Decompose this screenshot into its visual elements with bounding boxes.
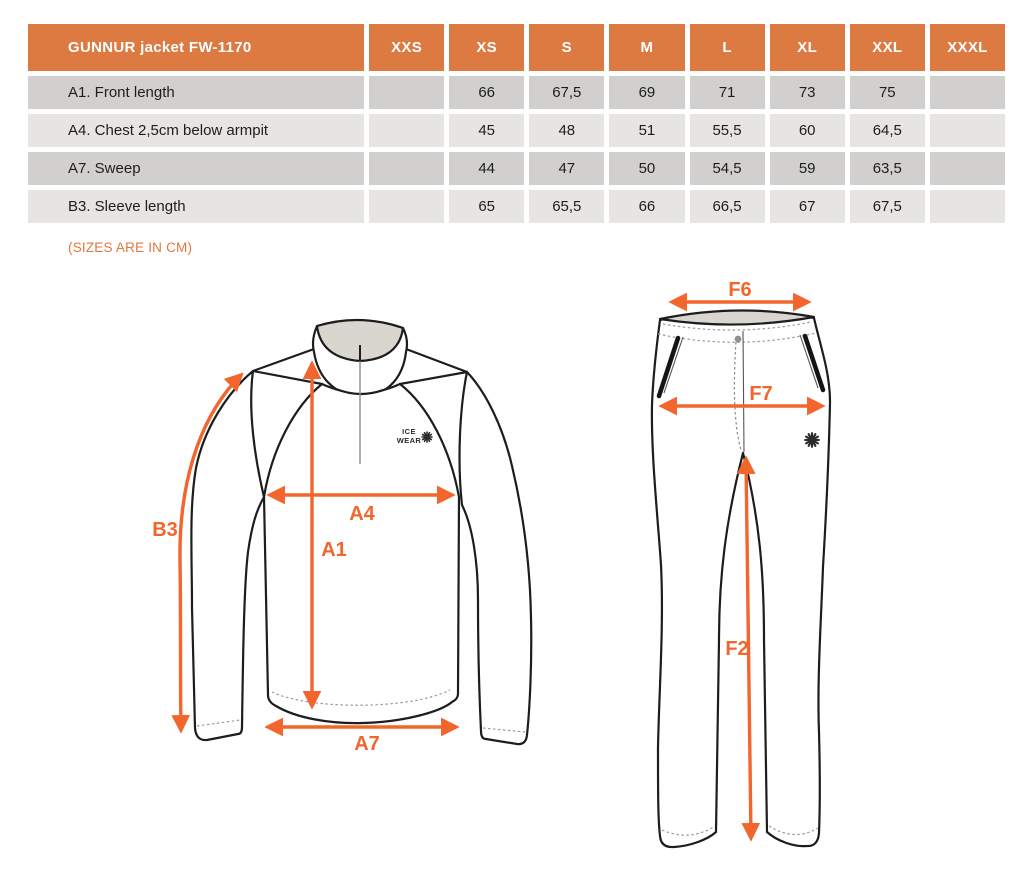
value-cell: 54,5: [690, 152, 765, 185]
dimension-label-f7: F7: [749, 383, 773, 405]
dimension-label-a7: A7: [354, 733, 380, 755]
value-cell: 44: [449, 152, 524, 185]
value-cell: 45: [449, 114, 524, 147]
row-label: A7. Sweep: [28, 152, 364, 185]
value-cell: 51: [609, 114, 684, 147]
column-header-l: L: [690, 24, 765, 71]
value-cell: 73: [770, 76, 845, 109]
icewear-logo-line2: WEAR: [396, 436, 422, 445]
row-label: A1. Front length: [28, 76, 364, 109]
value-cell: 65: [449, 190, 524, 223]
column-header-xxs: XXS: [369, 24, 444, 71]
value-cell: 66: [609, 190, 684, 223]
value-cell: 50: [609, 152, 684, 185]
value-cell: 65,5: [529, 190, 604, 223]
value-cell: [930, 190, 1005, 223]
pants-body: [652, 311, 830, 847]
value-cell: [369, 190, 444, 223]
column-header-xs: XS: [449, 24, 524, 71]
jacket-right-shoulder-seam: [400, 349, 467, 384]
table-title-cell: GUNNUR jacket FW-1170: [28, 24, 364, 71]
row-label: A4. Chest 2,5cm below armpit: [28, 114, 364, 147]
value-cell: [930, 76, 1005, 109]
value-cell: 63,5: [850, 152, 925, 185]
column-header-xxxl: XXXL: [930, 24, 1005, 71]
column-header-xl: XL: [770, 24, 845, 71]
dimension-label-a4: A4: [349, 503, 375, 525]
row-label: B3. Sleeve length: [28, 190, 364, 223]
value-cell: 67,5: [529, 76, 604, 109]
value-cell: 55,5: [690, 114, 765, 147]
value-cell: 67,5: [850, 190, 925, 223]
value-cell: [930, 152, 1005, 185]
sizes-note: (SIZES ARE IN CM): [68, 240, 193, 255]
icewear-logo-line1: ICE: [402, 427, 416, 436]
value-cell: [369, 114, 444, 147]
value-cell: 66,5: [690, 190, 765, 223]
size-table: [28, 24, 1005, 223]
value-cell: 47: [529, 152, 604, 185]
column-header-s: S: [529, 24, 604, 71]
value-cell: 67: [770, 190, 845, 223]
column-header-m: M: [609, 24, 684, 71]
dimension-label-f2: F2: [725, 638, 749, 660]
value-cell: 69: [609, 76, 684, 109]
dimension-label-b3: B3: [152, 519, 178, 541]
value-cell: 71: [690, 76, 765, 109]
value-cell: 48: [529, 114, 604, 147]
value-cell: 66: [449, 76, 524, 109]
value-cell: 59: [770, 152, 845, 185]
value-cell: [930, 114, 1005, 147]
waist-button: [735, 336, 742, 343]
jacket-right-sleeve: [460, 372, 532, 744]
pants-diagram: [640, 272, 850, 872]
value-cell: [369, 152, 444, 185]
value-cell: 64,5: [850, 114, 925, 147]
column-header-xxl: XXL: [850, 24, 925, 71]
dimension-label-f6: F6: [728, 279, 752, 301]
jacket-diagram: [140, 295, 580, 765]
jacket-left-sleeve: [191, 371, 264, 740]
dimension-label-a1: A1: [321, 539, 347, 561]
value-cell: [369, 76, 444, 109]
value-cell: 60: [770, 114, 845, 147]
value-cell: 75: [850, 76, 925, 109]
